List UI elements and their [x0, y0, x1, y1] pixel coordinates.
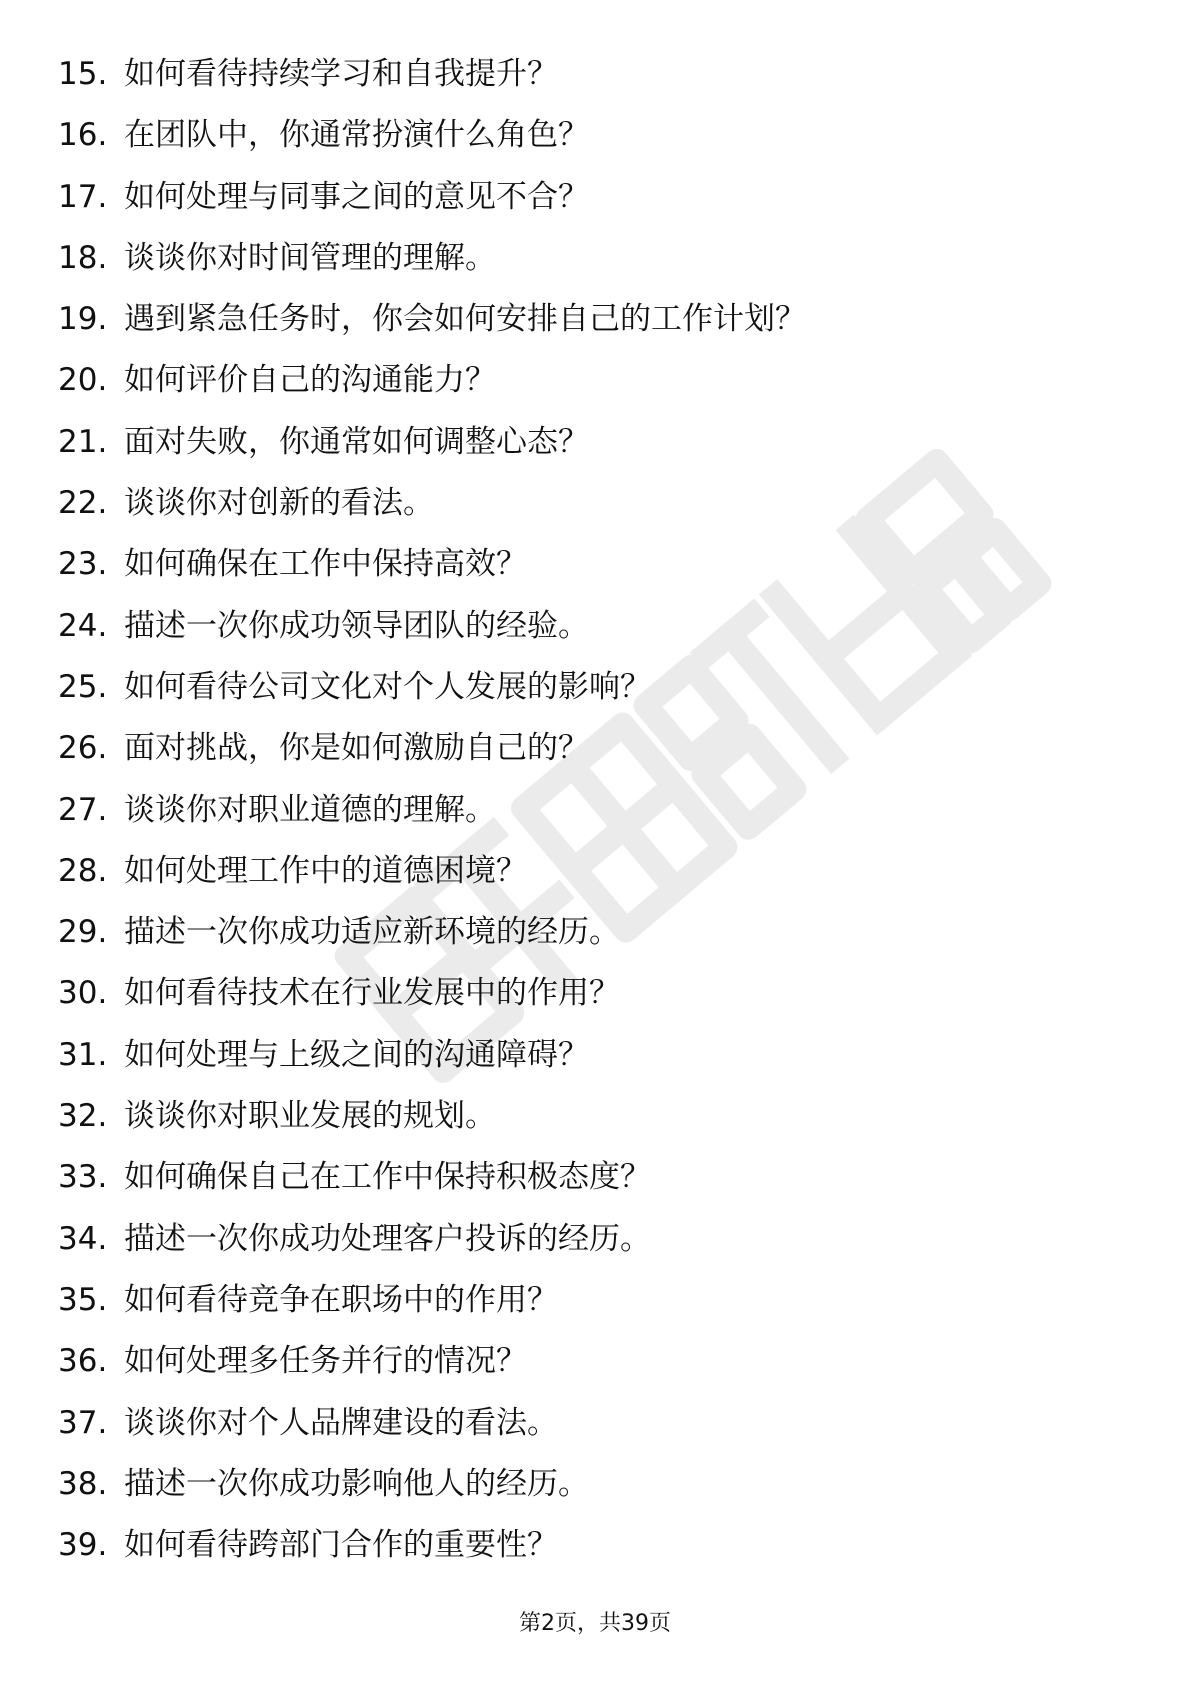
question-number: 23.	[58, 546, 108, 583]
question-text: 遇到紧急任务时，你会如何安排自己的工作计划？	[124, 301, 806, 338]
question-text: 如何看待跨部门合作的重要性？	[124, 1527, 558, 1564]
question-number: 34.	[58, 1220, 108, 1257]
question-item	[58, 1331, 1150, 1392]
question-text: 如何确保在工作中保持高效？	[124, 546, 527, 583]
question-item	[58, 596, 1150, 657]
question-number: 38.	[58, 1465, 108, 1502]
question-text: 描述一次你成功处理客户投诉的经历。	[124, 1220, 651, 1257]
question-number: 21.	[58, 423, 108, 460]
question-number: 29.	[58, 914, 108, 951]
question-text: 如何处理与上级之间的沟通障碍？	[124, 1036, 589, 1073]
question-item	[58, 228, 1150, 289]
question-number: 37.	[58, 1404, 108, 1441]
question-text: 面对失败，你通常如何调整心态？	[124, 423, 589, 460]
page-number-label: 第2页，共39页	[519, 1611, 671, 1636]
question-number: 28.	[58, 852, 108, 889]
question-number: 24.	[58, 607, 108, 644]
question-item	[58, 412, 1150, 473]
question-text: 描述一次你成功适应新环境的经历。	[124, 914, 620, 951]
question-text: 描述一次你成功影响他人的经历。	[124, 1465, 589, 1502]
question-text: 如何看待持续学习和自我提升？	[124, 56, 558, 92]
question-text: 谈谈你对职业发展的规划。	[124, 1098, 496, 1135]
page-footer	[0, 1606, 1190, 1637]
question-text: 谈谈你对时间管理的理解。	[124, 239, 496, 276]
question-item	[58, 657, 1150, 718]
question-item	[58, 718, 1150, 779]
question-item	[58, 534, 1150, 595]
question-number: 22.	[58, 485, 108, 522]
question-number: 33.	[58, 1159, 108, 1196]
question-number: 20.	[58, 362, 108, 399]
question-item	[58, 1454, 1150, 1515]
question-text: 如何确保自己在工作中保持积极态度？	[124, 1159, 651, 1196]
question-item	[58, 167, 1150, 228]
question-number: 36.	[58, 1343, 108, 1380]
question-item	[58, 1147, 1150, 1208]
question-number: 25.	[58, 668, 108, 705]
question-text: 如何处理多任务并行的情况？	[124, 1343, 527, 1380]
question-item	[58, 289, 1150, 350]
question-number: 27.	[58, 791, 108, 828]
question-number: 32.	[58, 1098, 108, 1135]
question-text: 如何处理与同事之间的意见不合？	[124, 178, 589, 215]
question-item	[58, 1515, 1150, 1576]
question-text: 描述一次你成功领导团队的经验。	[124, 607, 589, 644]
question-number: 26.	[58, 730, 108, 767]
question-text: 如何评价自己的沟通能力？	[124, 362, 496, 399]
question-item	[58, 1393, 1150, 1454]
question-number: 15.	[58, 56, 108, 92]
question-list	[58, 44, 1150, 1576]
question-number: 16.	[58, 117, 108, 154]
question-number: 39.	[58, 1527, 108, 1564]
question-text: 如何处理工作中的道德困境？	[124, 852, 527, 889]
question-number: 35.	[58, 1281, 108, 1318]
question-item	[58, 963, 1150, 1024]
question-text: 谈谈你对个人品牌建设的看法。	[124, 1404, 558, 1441]
question-number: 18.	[58, 239, 108, 276]
question-item	[58, 105, 1150, 166]
question-text: 在团队中，你通常扮演什么角色？	[124, 117, 589, 154]
question-item	[58, 44, 1150, 105]
question-text: 如何看待竞争在职场中的作用？	[124, 1281, 558, 1318]
question-item	[58, 1025, 1150, 1086]
question-item	[58, 473, 1150, 534]
question-text: 谈谈你对职业道德的理解。	[124, 791, 496, 828]
question-text: 谈谈你对创新的看法。	[124, 485, 434, 522]
question-text: 如何看待技术在行业发展中的作用？	[124, 975, 620, 1012]
question-number: 30.	[58, 975, 108, 1012]
question-text: 如何看待公司文化对个人发展的影响？	[124, 668, 651, 705]
question-number: 17.	[58, 178, 108, 215]
question-number: 31.	[58, 1036, 108, 1073]
question-item	[58, 1209, 1150, 1270]
question-item	[58, 1270, 1150, 1331]
question-item	[58, 1086, 1150, 1147]
question-item	[58, 902, 1150, 963]
question-text: 面对挑战，你是如何激励自己的？	[124, 730, 589, 767]
question-item	[58, 780, 1150, 841]
question-item	[58, 841, 1150, 902]
question-item	[58, 350, 1150, 411]
question-number: 19.	[58, 301, 108, 338]
